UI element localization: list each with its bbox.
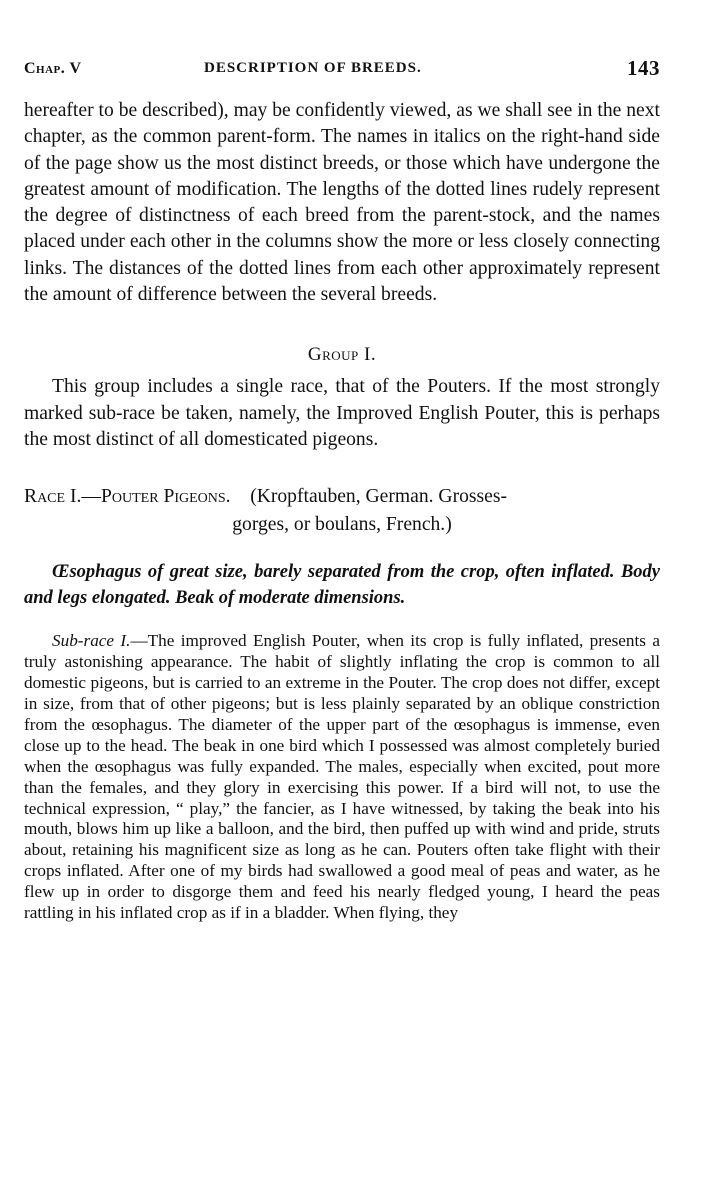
race-name: Race I.—Pouter Pigeons.	[24, 486, 231, 508]
chapter-label: Chap. V	[24, 60, 82, 77]
running-head	[24, 56, 660, 86]
continued-paragraph	[24, 98, 660, 308]
paragraph-text: hereafter to be described), may be confidently viewed, as we shall see in the next chapter, as the common parent-form. The names in italics on the right-hand side of the page show us the most distinct breeds, or those which have undergone the greatest amount of modification. The lengths of the dotted lines rudely represent the degree of distinctness of each breed from the parent-stock, and the names placed under each other in the columns show the more or less closely connecting links. The distances of the dotted lines from each other approximately represent the amount of difference between the several breeds.	[24, 100, 660, 306]
group-heading: Group I.	[307, 344, 377, 366]
race-heading	[24, 483, 660, 539]
race-synonyms-line1: (Kropftauben, German. Grosses-	[250, 486, 508, 508]
subrace-label: Sub-race I.	[52, 631, 131, 651]
running-title: DESCRIPTION OF BREEDS.	[204, 60, 422, 76]
race-diagnosis: Œsophagus of great size, barely separated from the crop, often inflated. Body and legs elongated. Beak of moderate dimensions.	[24, 562, 660, 609]
group-paragraph	[24, 374, 660, 453]
page-number: 143	[627, 56, 660, 80]
race-synonyms-line2: gorges, or boulans, French.)	[232, 514, 452, 536]
paragraph-text: This group includes a single race, that of the Pouters. If the most strongly marked sub-race be taken, namely, the Improved English Pouter, this is perhaps the most distinct of all domesticated pigeons.	[24, 376, 660, 450]
subrace-text: —The improved English Pouter, when its crop is fully inflated, presents a truly astonishing appearance. The habit of slightly inflating the crop is common to all domestic pigeons, but is carried to an extreme in the Pouter. The crop does not differ, except in size, from that of other pigeons; but is less plainly separated by an oblique constriction from the œsophagus. The diameter of the upper part of the œsophagus is immense, even close up to the head. The beak in one bird which I possessed was almost completely buried when the œsophagus was fully expanded. The males, especially when excited, pout more than the females, and they glory in exercising this power. If a bird will not, to use the technical expression, “ play,” the fancier, as I have witnessed, by taking the beak into his mouth, blows him up like a balloon, and the bird, then puffed up with wind and pride, struts about, retaining his magnificent size as long as he can. Pouters often take flight with their crops inflated. After one of my birds had swallowed a good meal of peas and water, as he flew up in order to disgorge them and feed his nearly fledged young, I heard the peas rattling in his inflated crop as if in a bladder. When flying, they	[24, 631, 660, 923]
subrace-description	[24, 631, 660, 924]
book-page	[24, 56, 660, 924]
